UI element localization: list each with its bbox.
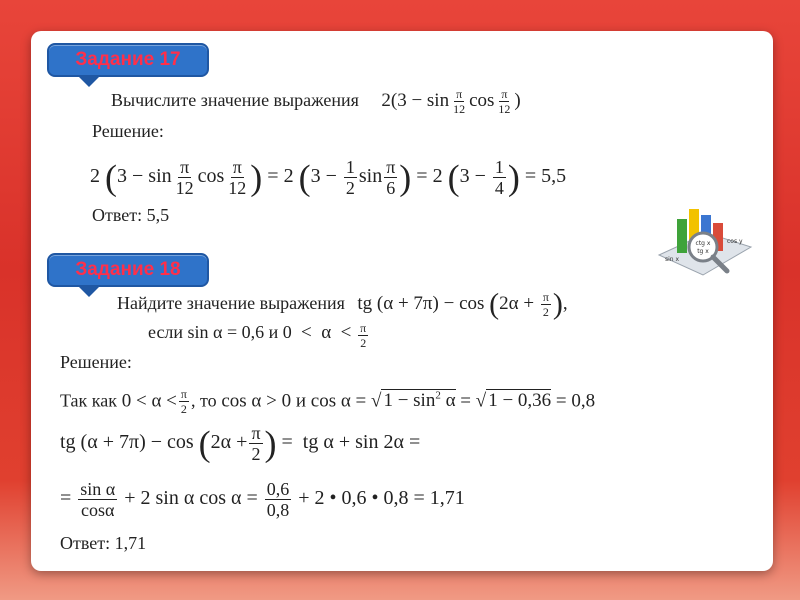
icon-cos-label: cos y <box>727 238 743 245</box>
task-18-step-2: tg (α + 7π) − cos (2α + $\frac{\pi}{2}$ ) = tg α + sin 2α = <box>60 422 421 464</box>
task-17-prompt-text: Вычислите значение выражения <box>111 90 359 110</box>
task-18-step-3: = $\frac{\text{sin α}}{\cos\alpha}$ + 2 sin α cos α = $\frac{0,6}{0,8}$ + 2 • 0,6 • 0,8 = 1,71 <box>60 478 465 520</box>
task-18-since-text: Так как <box>60 390 117 411</box>
task-17-solution-math: 2 (3 − sin $\frac{\pi}{12}$ cos $\frac{\pi}{12}$ ) = 2 (3 − $\frac{1}{2}$ sin $\frac{\pi}{6}$ ) = 2 (3 − $\frac{1}{4}$ ) = 5,5 <box>90 156 567 198</box>
task-17-expression: 2(3 − sin $\frac{\pi}{12}$ cos $\frac{\pi}{12}$ ) <box>381 87 521 117</box>
task-18-step-1: Так как 0 < α < $\frac{\pi}{2}$ , то cos α > 0 и cos α = √ $1 - \sin^2 \alpha$ = √ 1 − 0,36 = 0,8 <box>60 387 596 417</box>
task-18-then-text: , то <box>190 390 217 411</box>
task-18-expression: tg (α + 7π) − cos (2α + $\frac{\pi}{2}$ ), <box>357 287 568 321</box>
task-18-condition-text: если sin α = 0,6 и 0 <box>148 322 292 342</box>
task-18-condition: если sin α = 0,6 и 0 < α < $\frac{\pi}{2}$ <box>148 322 367 350</box>
task-17-answer: Ответ: 5,5 <box>92 205 170 225</box>
task-18-prompt <box>117 283 568 323</box>
icon-ctg-label: ctg x <box>695 240 711 247</box>
task-18-answer: Ответ: 1,71 <box>60 533 147 553</box>
task-17-solution-label: Решение: <box>92 121 164 141</box>
icon-tg-label: tg x <box>697 248 709 255</box>
task-18-prompt-text: Найдите значение выражения <box>117 293 345 313</box>
task-18-solution-label: Решение: <box>60 352 132 372</box>
task-18-badge: Задание 18 <box>47 253 209 287</box>
task-17-badge: Задание 17 <box>47 43 209 77</box>
trigonometry-icon <box>655 203 753 283</box>
task-17-prompt <box>111 81 521 119</box>
icon-sin-label: sin x <box>665 256 680 263</box>
